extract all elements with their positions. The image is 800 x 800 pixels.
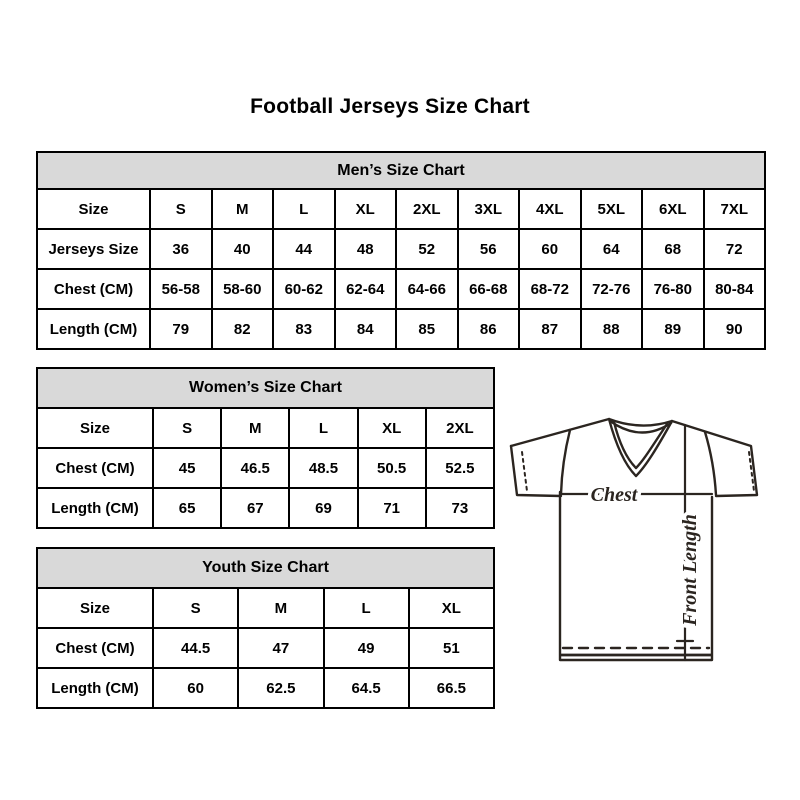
cell: 72 bbox=[704, 229, 766, 269]
cell: 72-76 bbox=[581, 269, 643, 309]
cell: L bbox=[324, 588, 409, 628]
cell: 40 bbox=[212, 229, 274, 269]
cell: 67 bbox=[221, 488, 289, 528]
cell: 76-80 bbox=[642, 269, 704, 309]
row-label: Size bbox=[37, 408, 153, 448]
youth-size-chart-table bbox=[36, 547, 495, 709]
cell: 58-60 bbox=[212, 269, 274, 309]
cell: 79 bbox=[150, 309, 212, 349]
cell: 45 bbox=[153, 448, 221, 488]
cell: 69 bbox=[289, 488, 357, 528]
cell: L bbox=[289, 408, 357, 448]
cell: 7XL bbox=[704, 189, 766, 229]
cell: 3XL bbox=[458, 189, 520, 229]
womens-chart-title: Women’s Size Chart bbox=[37, 368, 494, 408]
cell: 47 bbox=[238, 628, 323, 668]
cell: 80-84 bbox=[704, 269, 766, 309]
cell: 56-58 bbox=[150, 269, 212, 309]
cell: 44.5 bbox=[153, 628, 238, 668]
cell: 90 bbox=[704, 309, 766, 349]
table-row bbox=[37, 448, 494, 488]
cell: S bbox=[153, 588, 238, 628]
cell: 64 bbox=[581, 229, 643, 269]
cell: 2XL bbox=[396, 189, 458, 229]
cell: 68 bbox=[642, 229, 704, 269]
row-label: Chest (CM) bbox=[37, 448, 153, 488]
table-row bbox=[37, 189, 765, 229]
table-row bbox=[37, 488, 494, 528]
cell: XL bbox=[358, 408, 426, 448]
cell: 51 bbox=[409, 628, 494, 668]
cell: 82 bbox=[212, 309, 274, 349]
cell: 50.5 bbox=[358, 448, 426, 488]
cell: XL bbox=[409, 588, 494, 628]
cell: 2XL bbox=[426, 408, 494, 448]
cell: 60 bbox=[153, 668, 238, 708]
row-label: Length (CM) bbox=[37, 309, 150, 349]
table-row bbox=[37, 668, 494, 708]
table-row bbox=[37, 588, 494, 628]
table-row bbox=[37, 628, 494, 668]
cell: M bbox=[221, 408, 289, 448]
table-row bbox=[37, 269, 765, 309]
cell: XL bbox=[335, 189, 397, 229]
cell: 60-62 bbox=[273, 269, 335, 309]
cell: 48.5 bbox=[289, 448, 357, 488]
mens-chart-title: Men’s Size Chart bbox=[37, 152, 765, 189]
row-label: Chest (CM) bbox=[37, 269, 150, 309]
table-row bbox=[37, 408, 494, 448]
cell: 6XL bbox=[642, 189, 704, 229]
cell: S bbox=[150, 189, 212, 229]
mens-size-chart-table bbox=[36, 151, 766, 350]
cell: 4XL bbox=[519, 189, 581, 229]
cell: 83 bbox=[273, 309, 335, 349]
row-label: Length (CM) bbox=[37, 668, 153, 708]
cell: M bbox=[212, 189, 274, 229]
cell: 52.5 bbox=[426, 448, 494, 488]
cell: 86 bbox=[458, 309, 520, 349]
row-label: Chest (CM) bbox=[37, 628, 153, 668]
table-row bbox=[37, 309, 765, 349]
jersey-outline-icon bbox=[511, 419, 757, 660]
row-label: Jerseys Size bbox=[37, 229, 150, 269]
cell: 73 bbox=[426, 488, 494, 528]
row-label: Length (CM) bbox=[37, 488, 153, 528]
cell: 36 bbox=[150, 229, 212, 269]
youth-chart-title: Youth Size Chart bbox=[37, 548, 494, 588]
front-length-label: Front Length bbox=[679, 514, 701, 626]
page-title: Football Jerseys Size Chart bbox=[250, 95, 530, 118]
cell: 49 bbox=[324, 628, 409, 668]
cell: 88 bbox=[581, 309, 643, 349]
cell: 48 bbox=[335, 229, 397, 269]
cell: L bbox=[273, 189, 335, 229]
cell: 68-72 bbox=[519, 269, 581, 309]
cell: 65 bbox=[153, 488, 221, 528]
cell: 52 bbox=[396, 229, 458, 269]
cell: 89 bbox=[642, 309, 704, 349]
cell: 87 bbox=[519, 309, 581, 349]
cell: 46.5 bbox=[221, 448, 289, 488]
cell: 71 bbox=[358, 488, 426, 528]
cell: 62.5 bbox=[238, 668, 323, 708]
jersey-measurement-diagram bbox=[504, 402, 776, 664]
row-label: Size bbox=[37, 588, 153, 628]
row-label: Size bbox=[37, 189, 150, 229]
cell: S bbox=[153, 408, 221, 448]
cell: 64-66 bbox=[396, 269, 458, 309]
womens-size-chart-table bbox=[36, 367, 495, 529]
cell: 66.5 bbox=[409, 668, 494, 708]
cell: 60 bbox=[519, 229, 581, 269]
cell: 56 bbox=[458, 229, 520, 269]
cell: 66-68 bbox=[458, 269, 520, 309]
cell: M bbox=[238, 588, 323, 628]
cell: 5XL bbox=[581, 189, 643, 229]
cell: 44 bbox=[273, 229, 335, 269]
table-row bbox=[37, 229, 765, 269]
cell: 85 bbox=[396, 309, 458, 349]
cell: 64.5 bbox=[324, 668, 409, 708]
chest-label: Chest bbox=[590, 484, 638, 506]
cell: 84 bbox=[335, 309, 397, 349]
cell: 62-64 bbox=[335, 269, 397, 309]
